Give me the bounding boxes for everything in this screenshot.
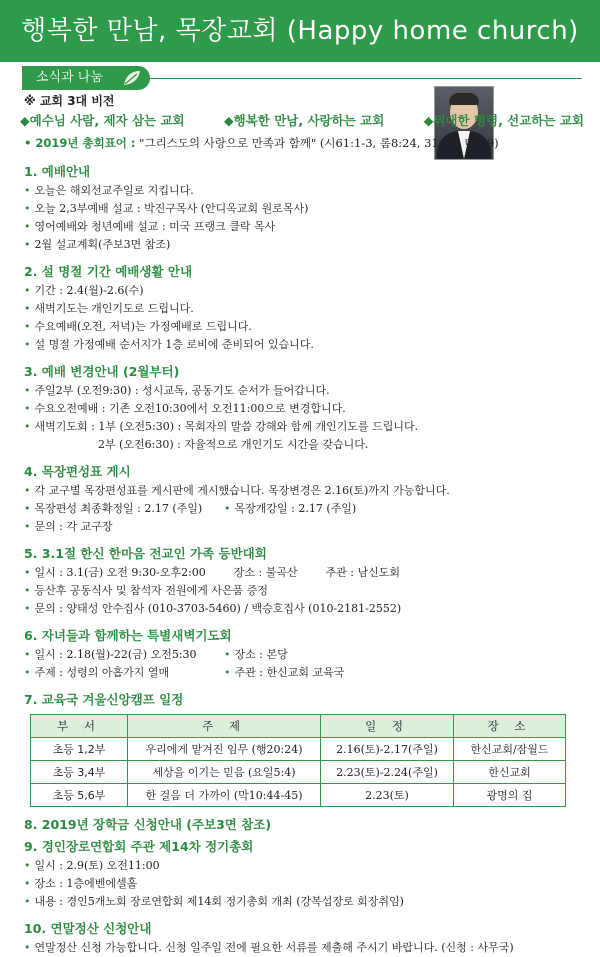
news-tab-label: 소식과 나눔 [36,70,103,85]
list-item: • 문의 : 양태성 안수집사 (010-3703-5460) / 백승호집사 (010-2181-2552) [24,602,402,615]
table-row [31,784,566,807]
section-scholarship [24,815,584,835]
section-tab-row [0,66,600,92]
list-item: 2부 (오전6:30) : 자율적으로 개인기도 시간을 갖습니다. [98,438,369,451]
section-title: 10. 연말정산 신청안내 [24,921,152,936]
section-title: 4. 목장편성표 게시 [24,464,131,479]
list-row [24,664,584,682]
section-worship [24,162,584,254]
leaf-icon [122,69,142,87]
list-item: • 영어예배와 청년예배 설교 : 미국 프랭크 클락 목사 [24,220,276,233]
list-item: • 연말정산 신청 가능합니다. 신청 일주일 전에 필요한 서류를 제출해 주시기 바랍니다. (신청 : 사무국) [24,941,514,954]
motto-label: • 2019년 총회표어 : [24,136,136,150]
list-item: • 오늘 2,3부예배 설교 : 박진구목사 (안디옥교회 원로목사) [24,202,309,215]
news-content [20,92,584,957]
section-title: 3. 예배 변경안내 (2월부터) [24,364,180,379]
table-header: 일 정 [321,715,454,738]
motto-text: "그리스도의 사랑으로 만족과 함께" (시61:1-3, 롬8:24, 31-35, 마5:9) [139,136,499,150]
section-title: 8. 2019년 장학금 신청안내 (주보3면 참조) [24,817,272,832]
list-item: • 새벽기도회 : 1부 (오전5:30) : 목회자의 말씀 강해와 함께 개인기도를 드립니다. [24,420,419,433]
page-banner: 행복한 만남, 목장교회 (Happy home church) [0,0,600,62]
section-group-list [24,462,584,536]
list-item: • 일시 : 2.18(월)-22(금) 오전5:30 [24,648,197,661]
table-row [31,738,566,761]
list-item: • 주관 : 한신교회 교육국 [224,666,345,679]
list-item: • 문의 : 각 교구장 [24,520,113,533]
section-winter-camp [24,690,584,807]
tab-divider [140,78,582,79]
section-title: 2. 설 명절 기간 예배생활 안내 [24,264,193,279]
list-item: • 각 교구별 목장편성표를 게시판에 게시했습니다. 목장변경은 2.16(토)까지 가능합니다. [24,484,450,497]
table-cell: 세상을 이기는 믿음 (요일5:4) [128,761,321,784]
section-hiking [24,544,584,618]
table-cell: 한 걸음 더 가까이 (막10:44-45) [128,784,321,807]
list-item: • 일시 : 2.9(토) 오전11:00 [24,859,160,872]
table-cell: 광명의 집 [454,784,566,807]
list-item: • 수요예배(오전, 저녁)는 가정예배로 드립니다. [24,320,252,333]
section-title: 7. 교육국 겨울신앙캠프 일정 [24,692,184,707]
section-elders-meeting [24,837,584,911]
section-title: 1. 예배안내 [24,164,91,179]
section-title: 6. 자녀들과 함께하는 특별새벽기도회 [24,628,232,643]
list-item: • 2월 설교계획(주보3면 참조) [24,238,171,251]
list-item: • 등산후 공동식사 및 참석자 전원에게 사은품 증정 [24,584,268,597]
vision-item: ◆예수님 사람, 제자 삼는 교회 [20,113,185,128]
section-holiday [24,262,584,354]
section-dawn-prayer [24,626,584,682]
list-item: • 주일2부 (오전9:30) : 성시교독, 공동기도 순서가 들어갑니다. [24,384,330,397]
vision-item: ◆위대한 명령, 선교하는 교회 [423,113,584,128]
table-cell: 초등 3,4부 [31,761,128,784]
news-tab [22,66,150,90]
vision-title: ※ 교회 3대 비전 [24,94,115,108]
list-item: • 내용 : 경인5개노회 장로연합회 제14회 정기총회 개최 (강복섭장로 회장취임) [24,895,404,908]
list-item: • 장소 : 본당 [224,648,288,661]
table-cell: 우리에게 맡겨진 임무 (행20:24) [128,738,321,761]
table-cell: 초등 1,2부 [31,738,128,761]
list-item: • 목장개강일 : 2.17 (주일) [224,502,357,515]
table-cell: 2.23(토) [321,784,454,807]
table-row [31,761,566,784]
vision-item: ◆행복한 만남, 사랑하는 교회 [224,113,385,128]
table-cell: 2.23(토)-2.24(주일) [321,761,454,784]
section-title: 5. 3.1절 한신 한마음 전교인 가족 등반대회 [24,546,267,561]
list-row [24,646,584,664]
table-header: 주 제 [128,715,321,738]
table-header: 부 서 [31,715,128,738]
section-tax-settlement [24,919,584,957]
list-item: • 수요오전예배 : 기존 오전10:30에서 오전11:00으로 변경합니다. [24,402,346,415]
table-header: 장 소 [454,715,566,738]
list-item: • 새벽기도는 개인기도로 드립니다. [24,302,194,315]
section-schedule-change [24,362,584,454]
list-item: • 일시 : 3.1(금) 오전 9:30-오후2:00 장소 : 불곡산 주관 : 남신도회 [24,566,400,579]
list-item: • 오늘은 해외선교주일로 지킵니다. [24,184,194,197]
table-cell: 2.16(토)-2.17(주일) [321,738,454,761]
list-item: • 설 명절 가정예배 순서지가 1층 로비에 준비되어 있습니다. [24,338,314,351]
vision-list [20,110,584,132]
list-item: • 주제 : 성령의 아홉가지 열매 [24,666,170,679]
motto [24,132,584,154]
table-cell: 한신교회/잠월드 [454,738,566,761]
list-row [24,500,584,518]
list-item: • 장소 : 1층에벤에셀홀 [24,877,138,890]
list-item: • 기간 : 2.4(월)-2.6(수) [24,284,144,297]
table-cell: 초등 5,6부 [31,784,128,807]
list-item: • 목장편성 최종확정일 : 2.17 (주일) [24,502,203,515]
camp-table [30,714,566,807]
section-title: 9. 경인장로연합회 주관 제14차 정기총회 [24,839,254,854]
table-cell: 한신교회 [454,761,566,784]
